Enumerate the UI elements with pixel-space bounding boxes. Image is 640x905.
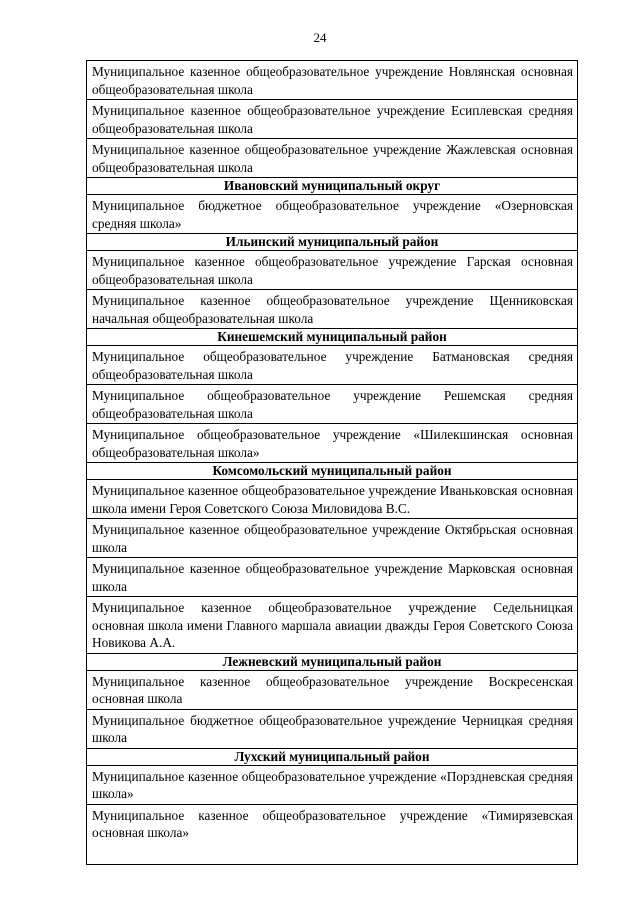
table-row: Муниципальное казенное общеобразовательное учреждение Воскресенская основная школа	[87, 671, 577, 710]
table-row: Муниципальное казенное общеобразовательное учреждение Марковская основная школа	[87, 558, 577, 597]
table-row: Муниципальное бюджетное общеобразовательное учреждение Черницкая средняя школа	[87, 710, 577, 749]
district-header: Ивановский муниципальный округ	[87, 178, 577, 195]
table-row: Муниципальное казенное общеобразовательное учреждение Иваньковская основная школа имени Героя Советского Союза Миловидова В.С.	[87, 480, 577, 519]
page-number: 24	[313, 30, 327, 45]
district-header: Кинешемский муниципальный район	[87, 329, 577, 346]
table-row: Муниципальное казенное общеобразовательное учреждение Щенниковская начальная общеобразовательная школа	[87, 290, 577, 329]
table-row: Муниципальное казенное общеобразовательное учреждение «Тимирязевская основная школа»	[92, 807, 573, 840]
table-row: Муниципальное казенное общеобразовательное учреждение «Порздневская средняя школа»	[87, 766, 577, 805]
table-row: Муниципальное общеобразовательное учреждение Решемская средняя общеобразовательная школа	[87, 385, 577, 424]
district-header: Лежневский муниципальный район	[87, 654, 577, 671]
table-row: Муниципальное общеобразовательное учреждение Батмановская средняя общеобразовательная школа	[87, 346, 577, 385]
table-row: Муниципальное общеобразовательное учреждение «Шилекшинская основная общеобразовательная школа»	[87, 424, 577, 463]
table-row: Муниципальное бюджетное общеобразовательное учреждение «Озерновская средняя школа»	[87, 195, 577, 234]
table-row: Муниципальное казенное общеобразовательное учреждение Жажлевская основная общеобразовательная школа	[87, 139, 577, 178]
district-header: Комсомольский муниципальный район	[87, 463, 577, 480]
table-row: Муниципальное казенное общеобразовательное учреждение Есиплевская средняя общеобразовательная школа	[87, 100, 577, 139]
table-row: Муниципальное казенное общеобразовательное учреждение Гарская основная общеобразовательная школа	[87, 251, 577, 290]
table-row: Муниципальное казенное общеобразовательное учреждение Новлянская основная общеобразовательная школа	[87, 61, 577, 100]
table-row: Муниципальное казенное общеобразовательное учреждение Седельницкая основная школа имени Главного маршала авиации дважды Героя Советского Союза Новикова А.А.	[87, 597, 577, 654]
institutions-table	[86, 60, 578, 865]
district-header: Ильинский муниципальный район	[87, 234, 577, 251]
table-row: Муниципальное казенное общеобразовательное учреждение Октябрьская основная школа	[87, 519, 577, 558]
district-header: Лухский муниципальный район	[87, 749, 577, 766]
